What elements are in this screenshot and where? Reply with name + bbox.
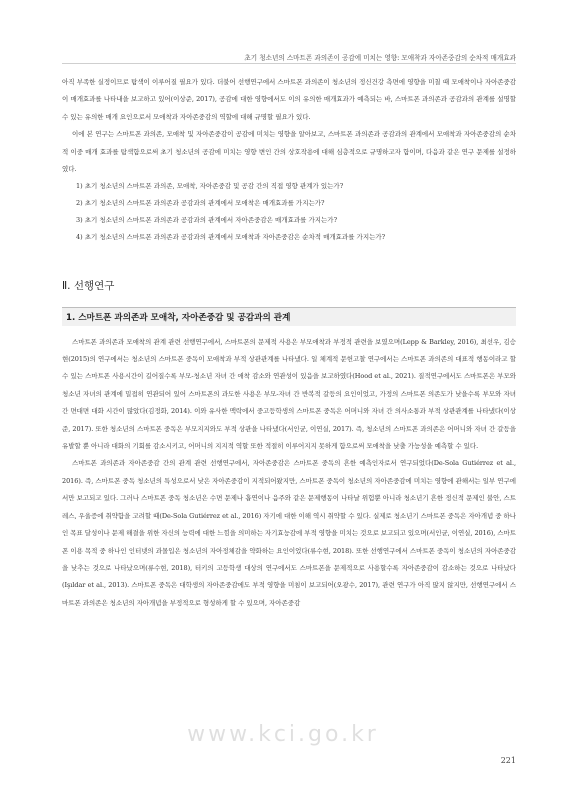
intro-paragraph: 아직 부족한 실정이므로 탐색이 이루어질 필요가 있다. 더불어 선행연구에서 스마트폰 과의존이 청소년의 정신건강 측면에 영향을 미칠 때 모애착이나 자아존중감이 매개효과를 나타내을 보고하고 있어(이상준, 2017), 공감에 대한 영향에서도 이의 유의한 매개효과가 예측되는 바, 스마트폰 과의존과 공감과의 관계를 설명할 수 있는 유의한 매개 요인으로서 모애착과 자아존중감의 역할에 대해 규명할 필요가 있다.	[62, 78, 516, 121]
research-question-1: 1) 초기 청소년의 스마트폰 과의존, 모애착, 자아존중감 및 공감 간의 직접 영향 관계가 있는가?	[76, 182, 344, 191]
research-purpose-paragraph: 이에 본 연구는 스마트폰 과의존, 모애착 및 자아존중감이 공감에 미치는 영향을 알아보고, 스마트폰 과의존과 공감과의 관계에서 모애착과 자아존중감의 순차적 이중 매개 효과를 탐색함으로써 초기 청소년의 공감에 미치는 영향 변인 간의 상호작용에 대해 심층적으로 규명하고자 함이며, 다음과 같은 연구 문제를 설정하였다.	[62, 130, 516, 174]
header-divider	[62, 63, 516, 64]
research-question-4: 4) 초기 청소년의 스마트폰 과의존과 공감과의 관계에서 모애착과 자아존중감은 순차적 매개효과를 가지는가?	[76, 232, 386, 241]
subsection-body	[62, 334, 516, 613]
section-heading: Ⅱ. 선행연구	[62, 279, 115, 292]
page-number: 221	[500, 756, 516, 765]
subsection-heading-bar	[62, 307, 516, 326]
research-question-3: 3) 초기 청소년의 스마트폰 과의존과 공감과의 관계에서 자아존중감은 매개효과를 가지는가?	[76, 216, 338, 225]
research-questions	[62, 178, 516, 245]
subsection-title: 1. 스마트폰 과의존과 모애착, 자아존중감 및 공감과의 관계	[66, 312, 291, 323]
research-question-2: 2) 초기 청소년의 스마트폰 과의존과 공감과의 관계에서 모애착은 매개효과를 가지는가?	[76, 199, 325, 208]
literature-paragraph-self-esteem: 스마트폰 과의존과 자아존중감 간의 관계 관련 선행연구에서, 자아존중감은 스마트폰 중독의 흔한 예측인자로서 연구되었다(De-Sola Gutiérrez et al., 2016). 즉, 스마트폰 중독 청소년의 특성으로서 낮은 자아존중감이 지적되어왔지만, 스마트폰 중독이 청소년의 자아존중감에 미치는 영향에 관해서는 일부 연구에서만 보고되고 있다. 그러나 스마트폰 중독 청소년은 수면 문제나 흡연이나 음주와 같은 문제행동이 나타날 위험뿐 아니라 청소년기 흔한 정신적 문제인 불안, 스트레스, 우울증에 취약함을 고려할 때(De-Sola Gutiérrez et al., 2016) 자기에 대한 이해 역시 취약할 수 있다. 실제로 청소년기 스마트폰 중독은 자아개념 중 하나인 목표 달성이나 문제 해결을 위한 자신의 능력에 대한 느낌을 의미하는 자기효능감에 부적 영향을 미치는 것으로 보고되고 있으며(서인균, 이연실, 2016), 스마트폰 이용 목적 중 하나인 인터넷의 과몰입은 청소년의 자아정체감을 약화하는 요인이었다(류수현, 2018). 또한 선행연구에서 스마트폰 중독이 청소년의 자아존중감을 낮추는 것으로 나타났으며(류수현, 2018), 터키의 고등학생 대상의 연구에서도 스마트폰을 문제적으로 사용할수록 자아존중감이 감소하는 것으로 나타났다(Işıldar et al., 2013). 스마트폰 중독은 대학생의 자아존중감에도 부적 영향을 미침이 보고되어(오광수, 2017), 관련 연구가 아직 많지 않지만, 선행연구에서 스마트폰 과의존은 청소년의 자아개념을 부정적으로 형성하게 할 수 있으며, 자아존중감	[62, 459, 516, 607]
watermark: www.kci.go.kr	[187, 722, 379, 747]
page-body	[62, 74, 516, 612]
literature-paragraph-attachment: 스마트폰 과의존과 모애착의 관계 관련 선행연구에서, 스마트폰의 문제적 사용은 부모애착과 부정적 관련을 보였으며(Lepp & Barkley, 2016), 최선우, 김승현(2015)의 연구에서는 청소년의 스마트폰 중독이 모애착과 부적 상관관계를 나타냈다. 일 체계적 문헌고찰 연구에서는 스마트폰 과의존의 대표적 행동이라고 할 수 있는 스마트폰 사용시간이 길어질수록 부모-청소년 자녀 간 애착 감소와 연관성이 있음을 보고하였다(Hood et al., 2021). 질적연구에서도 스마트폰은 부모와 청소년 자녀의 관계에 밀접히 연관되어 있어 스마트폰의 과도한 사용은 부모-자녀 간 반복적 갈등의 요인이었고, 가정의 스마트폰 의존도가 낮을수록 부모와 자녀 간 면대면 대화 시간이 많았다(김정화, 2014). 이와 유사한 맥락에서 중고등학생의 스마트폰 중독은 어머니와 자녀 간 의사소통과 부적 상관관계를 나타냈다(이상준, 2017). 또한 청소년의 스마트폰 중독은 부모지지와도 부적 상관을 나타냈다(서인균, 이연실, 2017). 즉, 청소년의 스마트폰 과의존은 어머니와 자녀 간 갈등을 유발할 뿐 아니라 대화의 기회를 감소시키고, 어머니의 지지적 역할 또한 적절히 이루어지지 못하게 함으로써 모애착을 낮출 가능성을 예측할 수 있다.	[62, 337, 516, 451]
running-header: 초기 청소년의 스마트폰 과의존이 공감에 미치는 영향: 모애착과 자아존중감의 순차적 매개효과	[244, 54, 516, 62]
